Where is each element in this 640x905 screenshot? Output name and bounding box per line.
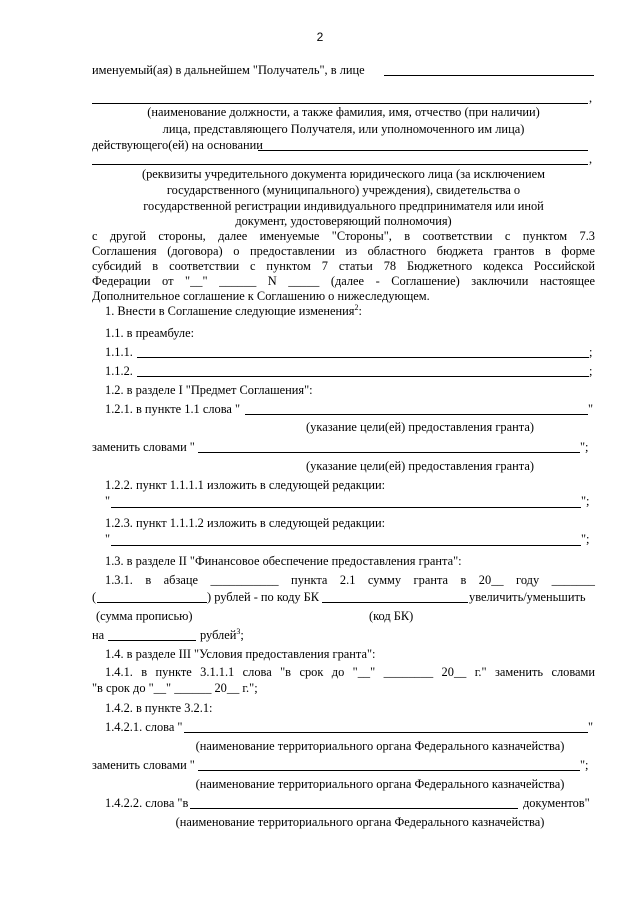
rubles-label: рублей$^3$; [200,626,244,642]
clause-1-4-1-line-1: 1.4.1. в пункте 3.1.1.1 слова "в срок до "__" ________ 20__ г." заменить словами [105,665,595,679]
replace-with-2: заменить словами " [92,758,195,772]
quote-semicolon: "; [581,494,590,508]
semicolon: ; [589,345,593,359]
on-label: на [92,628,105,642]
treasury-note-2: (наименование территориального органа Федерального казначейства) [195,777,565,791]
clause-1-4-2: 1.4.2. в пункте 3.2.1: [105,701,213,715]
position-note-2: лица, представляющего Получателя, или уполномоченного им лица) [162,122,525,136]
quote: " [105,494,111,508]
doc-note-3: государственной регистрации индивидуального предпринимателя или иной [143,199,544,213]
comma: , [589,152,593,166]
sum-words-blank [97,602,207,603]
clause-1-1-2: 1.1.2. [105,364,133,378]
quote: " [588,402,594,416]
clause-1-1-1: 1.1.1. [105,345,133,359]
acting-basis: действующего(ей) на основании [92,138,263,152]
recipient-prefix: именуемый(ая) в дальнейшем "Получатель", в лице [92,63,365,77]
clause-1-2-2-blank [111,507,581,508]
sum-words-note: (сумма прописью) [96,609,193,623]
increase-decrease: увеличить/уменьшить [469,590,586,604]
clause-1-2-1: 1.2.1. в пункте 1.1 слова " [105,402,241,416]
quote-semicolon: "; [580,758,589,772]
clause-1-4-2-2-blank [190,808,518,809]
clause-1: 1. Внести в Соглашение следующие изменения$^2$: [105,302,362,318]
clause-1-2-3-blank [111,545,581,546]
amount-blank [108,640,196,641]
rubles-by-kbk: ) рублей - по коду БК [207,590,320,604]
treasury-note-3: (наименование территориального органа Федерального казначейства) [175,815,545,829]
clause-1-4: 1.4. в разделе III "Условия предоставления гранта": [105,647,376,661]
parties-line-2: Соглашения (договора) о предоставлении из областного бюджета грантов в форме [92,244,595,258]
basis-blank-2 [92,164,588,165]
doc-note-1: (реквизиты учредительного документа юридического лица (за исключением [141,167,546,181]
goal-note-2: (указание цели(ей) предоставления гранта) [306,459,534,473]
doc-note-2: государственного (муниципального) учреждения), свидетельства о [166,183,521,197]
position-note-1: (наименование должности, а также фамилия, имя, отчество (при наличии) [147,105,540,119]
quote: " [105,532,111,546]
paren: ( [92,590,97,604]
documents-end: документов" [523,796,590,810]
clause-1-4-2-2: 1.4.2.2. слова "в [105,796,189,810]
clause-1-2-3: 1.2.3. пункт 1.1.1.2 изложить в следующей редакции: [105,516,386,530]
clause-1-2: 1.2. в разделе I "Предмет Соглашения": [105,383,313,397]
parties-line-1: с другой стороны, далее именуемые "Стороны", в соответствии с пунктом 7.3 [92,229,595,243]
recipient-blank [384,75,594,76]
clause-1-1: 1.1. в преамбуле: [105,326,195,340]
quote-semicolon: "; [581,532,590,546]
clause-1-2-1-blank [245,414,588,415]
page-number: 2 [316,30,324,44]
clause-1-2-2: 1.2.2. пункт 1.1.1.1 изложить в следующей редакции: [105,478,386,492]
clause-1-1-1-blank [137,357,589,358]
treasury-note-1: (наименование территориального органа Федерального казначейства) [195,739,565,753]
parties-line-4: Федерации от "__" ______ N _____ (далее - Соглашение) заключили настоящее [92,274,595,288]
basis-blank [258,150,588,151]
kbk-note: (код БК) [369,609,414,623]
clause-1-1-2-blank [137,376,589,377]
quote-semicolon: "; [580,440,589,454]
parties-line-3: субсидий в соответствии с пунктом 7 статьи 78 Бюджетного кодекса Российской [92,259,595,273]
clause-1-3: 1.3. в разделе II "Финансовое обеспечение предоставления гранта": [105,554,462,568]
parties-line-5: Дополнительное соглашение к Соглашению о нижеследующем. [92,289,430,303]
clause-1-4-1-line-2: "в срок до "__" ______ 20__ г."; [92,681,258,695]
semicolon: ; [589,364,593,378]
comma: , [589,91,593,105]
clause-1-4-2-1: 1.4.2.1. слова " [105,720,183,734]
goal-note-1: (указание цели(ей) предоставления гранта) [306,420,534,434]
clause-1-4-2-1-blank [184,732,588,733]
clause-1-3-1-line-1: 1.3.1. в абзаце ___________ пункта 2.1 сумму гранта в 20__ году _______ [105,573,595,587]
representative-blank [92,103,588,104]
replace-blank-2 [198,770,580,771]
quote: " [588,720,594,734]
replace-with-1: заменить словами " [92,440,195,454]
replace-blank-1 [198,452,580,453]
kbk-blank [322,602,468,603]
doc-note-4: документ, удостоверяющий полномочия) [235,214,452,228]
